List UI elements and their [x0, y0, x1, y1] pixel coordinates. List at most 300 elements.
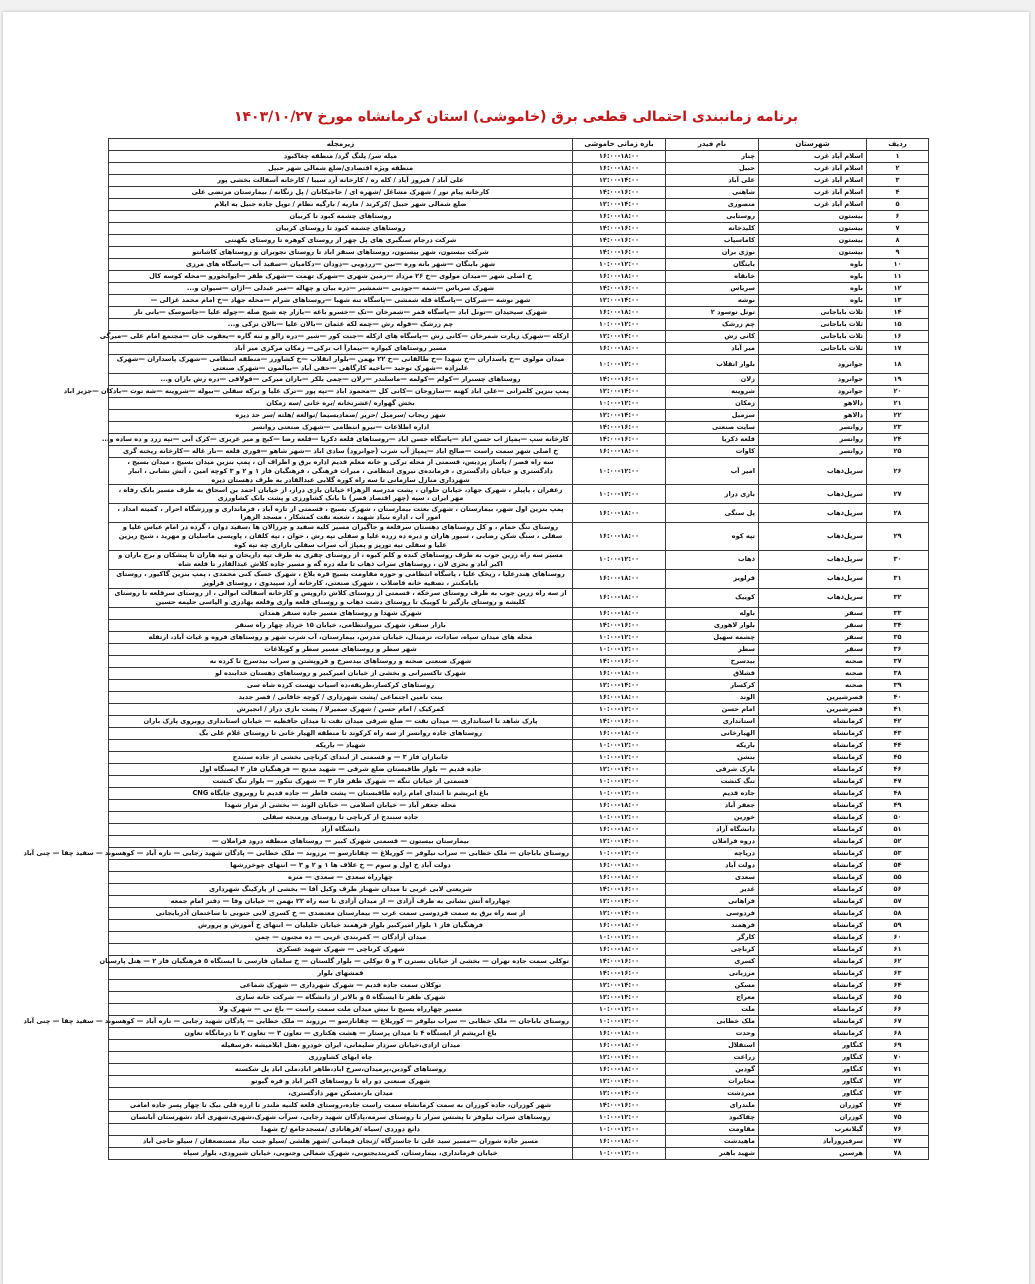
area-cell: شهرک صنعتی صحنه و روستاهای بیدسرخ و فروپشتن و سراب بیدسرخ تا کرده نه: [109, 655, 573, 667]
city-cell: کرمانشاه: [759, 847, 867, 859]
table-row: [109, 1147, 929, 1159]
row-number-cell: ۳۸: [867, 667, 929, 679]
feeder-cell: چشمه سهیل: [666, 631, 759, 643]
row-number-cell: ۵۴: [867, 859, 929, 871]
time-window-cell: ۱۰:۰۰-۱۲:۰۰: [573, 739, 666, 751]
city-cell: بیستون: [759, 235, 867, 247]
table-row: [109, 919, 929, 931]
feeder-cell: تپه کوه: [666, 523, 759, 550]
city-cell: کرمانشاه: [759, 775, 867, 787]
time-window-cell: ۱۶:۰۰-۱۸:۰۰: [573, 1063, 666, 1075]
area-cell: روستای تنگ حمام ، و کل روستاهای دهستان سرقلعه و جاگیران مسیر کلیه سفید و چرزالان ها ،سفید دوان ، گرده در امام عباس علیا و سفلی ، سنگ شکن رضایی ، سیور هاران و دیره ده زرده علیا و سفلی تپه رش ، حوان ، تپه کلفان ، پاویسی ماسلیان و مهرید ، شیخ ریزین علیا و سفلی تپه تورپز و پمپاژ آب سراب سفلی بازاری چه تپه کوه: [109, 523, 573, 550]
feeder-cell: سایت صنعتی: [666, 422, 759, 434]
table-row: [109, 1099, 929, 1111]
area-cell: بخش گهواره /عشرتخانه /بره خانی /سه زمکان: [109, 398, 573, 410]
area-cell: دانشگاه آزاد: [109, 823, 573, 835]
feeder-cell: خورین: [666, 811, 759, 823]
table-row: [109, 422, 929, 434]
feeder-cell: کوییک: [666, 588, 759, 607]
outage-schedule-table: [23, 138, 929, 1160]
feeder-cell: قرلویز: [666, 569, 759, 588]
table-row: [109, 247, 929, 259]
table-row: [109, 319, 929, 331]
time-window-cell: ۱۶:۰۰-۱۸:۰۰: [573, 919, 666, 931]
feeder-cell: جعفر آباد: [666, 799, 759, 811]
time-window-cell: ۱۴:۰۰-۱۶:۰۰: [573, 374, 666, 386]
city-cell: کرمانشاه: [759, 787, 867, 799]
table-row: [109, 175, 929, 187]
time-window-cell: ۱۶:۰۰-۱۸:۰۰: [573, 307, 666, 319]
area-cell: شرکت بیستون، شهر بیستون، روستاهای سنقر اباد تا روستای نجوبران و روستاهای کاشانتو: [109, 247, 573, 259]
row-number-cell: ۶۸: [867, 1027, 929, 1039]
row-number-cell: ۴۰: [867, 691, 929, 703]
time-window-cell: ۱۴:۰۰-۱۶:۰۰: [573, 955, 666, 967]
time-window-cell: ۱۶:۰۰-۱۸:۰۰: [573, 569, 666, 588]
feeder-cell: خانقاه: [666, 271, 759, 283]
table-row: [109, 607, 929, 619]
time-window-cell: ۱۶:۰۰-۱۸:۰۰: [573, 1039, 666, 1051]
row-number-cell: ۶۷: [867, 1015, 929, 1027]
row-number-cell: ۲۰: [867, 386, 929, 398]
time-window-cell: ۱۲:۰۰-۱۴:۰۰: [573, 410, 666, 422]
table-row: [109, 895, 929, 907]
feeder-cell: کلیدخانه: [666, 223, 759, 235]
row-number-cell: ۷۳: [867, 1087, 929, 1099]
area-cell: از سه راه زرین جوب به طرف روستای سرخکه ، قسمتی از روستای کلاش داروپس و کارخانه آسفالت ابوالی ، از روستای سرقلعه تا روستای کلیشه و روستای بازگیر تا کوییک تا روستای دشت ذهاب و روستای قلعه وازی وقلعه بهادری و الیاسی حلیمه حسین: [109, 588, 573, 607]
area-cell: خ اصلی شهر سمت راست —صالح اباد —پمپاژ آب شرب (جوانرود) سادی اباد —شهر شاهو —قوری قلعه —نار غاله —کارخانه ریخته گری: [109, 446, 573, 458]
time-window-cell: ۱۰:۰۰-۱۲:۰۰: [573, 847, 666, 859]
city-cell: سرپل‌ذهاب: [759, 569, 867, 588]
table-row: [109, 1063, 929, 1075]
row-number-cell: ۴۱: [867, 703, 929, 715]
city-cell: سنقر: [759, 643, 867, 655]
feeder-cell: کارگر: [666, 931, 759, 943]
feeder-cell: پارک شرقی: [666, 763, 759, 775]
feeder-cell: مرزبانی: [666, 967, 759, 979]
feeder-cell: بنشن: [666, 751, 759, 763]
city-cell: سنقر: [759, 607, 867, 619]
time-window-cell: ۱۴:۰۰-۱۶:۰۰: [573, 187, 666, 199]
time-window-cell: ۱۰:۰۰-۱۲:۰۰: [573, 485, 666, 504]
city-cell: دالاهو: [759, 410, 867, 422]
table-row: [109, 751, 929, 763]
row-number-cell: ۷۶: [867, 1123, 929, 1135]
area-cell: توکلان سمت جاده قدیم — شهرک شهرداری — شهرک شماعی: [109, 979, 573, 991]
area-cell: جانبازان فاز ۳ — و قسمتی از ابتدای کرناچی بخشی از جاده سنندج: [109, 751, 573, 763]
time-window-cell: ۱۲:۰۰-۱۴:۰۰: [573, 199, 666, 211]
time-window-cell: ۱۲:۰۰-۱۴:۰۰: [573, 1075, 666, 1087]
time-window-cell: ۱۰:۰۰-۱۲:۰۰: [573, 787, 666, 799]
header-feeder: نام فیدر: [666, 139, 759, 151]
row-number-cell: ۱: [867, 151, 929, 163]
row-number-cell: ۱۸: [867, 355, 929, 374]
row-number-cell: ۳۳: [867, 607, 929, 619]
time-window-cell: ۱۴:۰۰-۱۶:۰۰: [573, 619, 666, 631]
area-cell: روستاهای چشمه کبود تا روستای کربیان: [109, 223, 573, 235]
city-cell: کرمانشاه: [759, 931, 867, 943]
time-window-cell: ۱۰:۰۰-۱۲:۰۰: [573, 458, 666, 485]
feeder-cell: زراعت: [666, 1051, 759, 1063]
city-cell: کرمانشاه: [759, 715, 867, 727]
table-row: [109, 679, 929, 691]
feeder-cell: گودین: [666, 1063, 759, 1075]
feeder-cell: زمکان: [666, 398, 759, 410]
area-cell: خیابان فرمانداری، بیمارستان، کمربندیجنوبی، شهرک شمالی وجنوبی، خیابان شیرودی، بلوار سپاه: [109, 1147, 573, 1159]
city-cell: سرپل‌ذهاب: [759, 550, 867, 569]
time-window-cell: ۱۶:۰۰-۱۸:۰۰: [573, 504, 666, 523]
table-row: [109, 485, 929, 504]
area-cell: سه راه قصر / پاساژ پردیس، قسمتی از محله ترکی و خانه معلم قدیم اداره برق و اطراف آن ، پمپ بنزین میدان بسیج ، میدان بسیج ، دادگستری و خیابان دادگستری ، فرمانده‌ی نیروی انتظامی ، میراث فرهنگی ، فرهنگیان فاز ۱ و ۲ و ۳ کوچه امین ، آتش نشانی ، انبار شهرداری منازل سازمانی تا سه راه کوره گلابی عبدالقادر به طرف دهستان دیره: [109, 458, 573, 485]
city-cell: کرمانشاه: [759, 799, 867, 811]
area-cell: شریعتی لابی غربی تا میدان شهناز طرف وکیل آقا — بخشی از پارکینگ شهرداری: [109, 883, 573, 895]
table-row: [109, 331, 929, 343]
feeder-cell: میر آباد: [666, 343, 759, 355]
area-cell: قسمتی از خیابان تنگه — شهرک ظفر فاز ۳ — شهرک تنکور — بلوار تنگ کنشت: [109, 775, 573, 787]
time-window-cell: ۱۶:۰۰-۱۸:۰۰: [573, 151, 666, 163]
area-cell: روستای باباجان — ملک خطابی — سراب نیلوفر — کوریلاغ — چقانارسو — برزوند — ملک خطابی — پادگان شهید رجایی — تازه آباد — کوهسوند — سفید چقا — چنی آباد: [109, 1015, 573, 1027]
feeder-cell: دانشگاه آزاد: [666, 823, 759, 835]
row-number-cell: ۳: [867, 175, 929, 187]
time-window-cell: ۱۰:۰۰-۱۲:۰۰: [573, 259, 666, 271]
table-row: [109, 655, 929, 667]
feeder-cell: استانداری: [666, 715, 759, 727]
row-number-cell: ۳۵: [867, 631, 929, 643]
row-number-cell: ۳۱: [867, 569, 929, 588]
row-number-cell: ۳۷: [867, 655, 929, 667]
row-number-cell: ۲۷: [867, 485, 929, 504]
area-cell: شهرک ظفر تا ایستگاه ۵ و بالاتر از دانشگاه — شرکت خانه سازی: [109, 991, 573, 1003]
row-number-cell: ۵۷: [867, 895, 929, 907]
city-cell: اسلام آباد غرب: [759, 175, 867, 187]
row-number-cell: ۷۰: [867, 1051, 929, 1063]
time-window-cell: ۱۰:۰۰-۱۲:۰۰: [573, 398, 666, 410]
table-row: [109, 715, 929, 727]
city-cell: سنقر: [759, 631, 867, 643]
feeder-cell: قشلاق: [666, 667, 759, 679]
city-cell: کرمانشاه: [759, 1027, 867, 1039]
city-cell: قصرشیرین: [759, 703, 867, 715]
area-cell: روستاهای جاده روانسر از سه راه کرکوند تا منطقه الهیار خانی تا روستای غلام علی بگ: [109, 727, 573, 739]
feeder-cell: امام حسن: [666, 703, 759, 715]
area-cell: میدان مولوی —خ پاسداران —خ شهدا —خ طالقانی —خ ۲۲ بهمن —بلوار انقلاب —خ کشاورز —منطقه انتظامی —شهرک پاسداران —شهرک علیزاده —شهرک توحید —ناحیه کارگاهی —حقی آباد —بیالمون —شهرک صنعتی: [109, 355, 573, 374]
row-number-cell: ۷۵: [867, 1111, 929, 1123]
area-cell: مسیر سه راه زرین جوب به طرف روستاهای کنده و کلم کبوه ، از روستای چقری به طرف تپه داریخان و تپه هاران تا پیشکان و برج باران و اکبر آباد و بحری لان ، روستاهای سراب ذهاب تا مله دره گه و مسیر جاده کلاش عبدالقادر تا قلعه شاه: [109, 550, 573, 569]
city-cell: کرمانشاه: [759, 1003, 867, 1015]
city-cell: کرمانشاه: [759, 895, 867, 907]
time-window-cell: ۱۴:۰۰-۱۶:۰۰: [573, 655, 666, 667]
area-cell: روستای باباجان — ملک خطابی — سراب نیلوفر — کوریلاغ — چقانارسو — برزوند — ملک خطابی — پادگان شهید رجایی — تازه آباد — کوهسوند — سفید چقا — چنی آباد: [109, 847, 573, 859]
row-number-cell: ۵۸: [867, 907, 929, 919]
time-window-cell: ۱۶:۰۰-۱۸:۰۰: [573, 1135, 666, 1147]
table-row: [109, 199, 929, 211]
area-cell: ضلع شمالی شهر حبیل /کرکرند / مازیه / بارگیه نظام / توپل جاده حبیل به ایلام: [109, 199, 573, 211]
feeder-cell: الوند: [666, 691, 759, 703]
feeder-cell: شاهنی: [666, 187, 759, 199]
table-row: [109, 727, 929, 739]
row-number-cell: ۴۸: [867, 787, 929, 799]
feeder-cell: شهید باهنر: [666, 1147, 759, 1159]
area-cell: روستاهای کرکسار،طریقه،ده اسیاب تهست کرده شاه سی: [109, 679, 573, 691]
feeder-cell: روستایی: [666, 211, 759, 223]
feeder-cell: علی آباد: [666, 175, 759, 187]
city-cell: صحنه: [759, 667, 867, 679]
city-cell: بیستون: [759, 211, 867, 223]
area-cell: میدان ازادی،خیابان سردار سلیمانی، ایران خودرو ،هتل ایلامیشه ،فرسفیله: [109, 1039, 573, 1051]
feeder-cell: ملت: [666, 1003, 759, 1015]
city-cell: اسلام آباد غرب: [759, 199, 867, 211]
feeder-cell: وحدت: [666, 1027, 759, 1039]
city-cell: بیستون: [759, 247, 867, 259]
feeder-cell: استقلال: [666, 1039, 759, 1051]
city-cell: کرمانشاه: [759, 883, 867, 895]
area-cell: قمشهای بلوار: [109, 967, 573, 979]
area-cell: توکلی سمت جاده تهران — بخشی از خیابان نسترن ۳ و ۵ توکلی — بلوار گلستان — خ سلمان فارسی تا ایستگاه ۵ فرهنگیان فاز ۲ — هتل پارسیان: [109, 955, 573, 967]
time-window-cell: ۱۰:۰۰-۱۲:۰۰: [573, 703, 666, 715]
table-row: [109, 550, 929, 569]
table-row: [109, 523, 929, 550]
area-cell: منطقه ویژه اقتصادی/ضلع شمالی شهر حبیل: [109, 163, 573, 175]
city-cell: کرمانشاه: [759, 739, 867, 751]
city-cell: صحنه: [759, 679, 867, 691]
row-number-cell: ۲: [867, 163, 929, 175]
feeder-cell: مقاومت: [666, 1123, 759, 1135]
feeder-cell: ذهاب: [666, 550, 759, 569]
time-window-cell: ۱۴:۰۰-۱۶:۰۰: [573, 235, 666, 247]
time-window-cell: ۱۶:۰۰-۱۸:۰۰: [573, 859, 666, 871]
feeder-cell: بازی دراز: [666, 485, 759, 504]
city-cell: باوه: [759, 259, 867, 271]
time-window-cell: ۱۶:۰۰-۱۸:۰۰: [573, 607, 666, 619]
city-cell: گیلانغرب: [759, 1123, 867, 1135]
area-cell: کارخانه سپ —پمپاژ اب حسن اباد —پاسگاه حسن اباد —روستاهای قلعه ذکریا —قلعه رضا —کیج و میر عزیزی —کرک آبی —تپه زرد و ده ساده و...: [109, 434, 573, 446]
feeder-cell: فرهمند: [666, 919, 759, 931]
time-window-cell: ۱۶:۰۰-۱۸:۰۰: [573, 943, 666, 955]
header-city: شهرستان: [759, 139, 867, 151]
row-number-cell: ۶۳: [867, 967, 929, 979]
table-row: [109, 410, 929, 422]
city-cell: بیستون: [759, 223, 867, 235]
table-row: [109, 1087, 929, 1099]
city-cell: کنگاور: [759, 1063, 867, 1075]
row-number-cell: ۶۰: [867, 931, 929, 943]
table-row: [109, 631, 929, 643]
time-window-cell: ۱۴:۰۰-۱۶:۰۰: [573, 883, 666, 895]
table-row: [109, 1111, 929, 1123]
row-number-cell: ۱۲: [867, 283, 929, 295]
page-title: برنامه زمانبندی احتمالی قطعی برق (خاموشی) استان کرمانشاه مورخ ۱۴۰۳/۱۰/۲۷: [233, 109, 799, 125]
time-window-cell: ۱۰:۰۰-۱۲:۰۰: [573, 1015, 666, 1027]
area-cell: کمرکیک / امام حسن / شهرک سمیرلا / پشت بازی دراز / انجیرش: [109, 703, 573, 715]
city-cell: کرمانشاه: [759, 859, 867, 871]
row-number-cell: ۷۴: [867, 1099, 929, 1111]
city-cell: کرمانشاه: [759, 1015, 867, 1027]
table-row: [109, 811, 929, 823]
feeder-cell: کسری: [666, 955, 759, 967]
row-number-cell: ۶۹: [867, 1039, 929, 1051]
row-number-cell: ۴۶: [867, 763, 929, 775]
table-row: [109, 271, 929, 283]
area-cell: جاده قدیم — بلوار طاقبستان ضلع شرقی — شهید مدنج — فرهنگیان فاز ۲ ایستگاه اول: [109, 763, 573, 775]
area-cell: روستاهای سراب نیلوفر تا پشتس سرار تا روستای سرمه،پادگان شهید رجایی، سرآب شهرک،شهری،شهری آباد ،شهرستان آبانسان: [109, 1111, 573, 1123]
city-cell: کرمانشاه: [759, 763, 867, 775]
city-cell: ثلاث باباجانی: [759, 343, 867, 355]
row-number-cell: ۲۸: [867, 504, 929, 523]
feeder-cell: شروینه: [666, 386, 759, 398]
area-cell: ازکله —شهرک زیارت شمرخان —کانی زش —پاسگاه های ازکله —جنت کور —شیر —دره زالو و تنه گاره —یعقوب خان —مجتمع امام علی —میرگی: [109, 331, 573, 343]
row-number-cell: ۵۵: [867, 871, 929, 883]
time-window-cell: ۱۴:۰۰-۱۶:۰۰: [573, 422, 666, 434]
city-cell: ثلاث باباجانی: [759, 331, 867, 343]
city-cell: قصرشیرین: [759, 691, 867, 703]
row-number-cell: ۹: [867, 247, 929, 259]
row-number-cell: ۴۹: [867, 799, 929, 811]
row-number-cell: ۱۷: [867, 343, 929, 355]
table-row: [109, 943, 929, 955]
table-row: [109, 398, 929, 410]
table-row: [109, 979, 929, 991]
city-cell: جوانرود: [759, 374, 867, 386]
feeder-cell: غدیر: [666, 883, 759, 895]
time-window-cell: ۱۴:۰۰-۱۶:۰۰: [573, 715, 666, 727]
city-cell: کرمانشاه: [759, 835, 867, 847]
table-row: [109, 259, 929, 271]
row-number-cell: ۱۹: [867, 374, 929, 386]
area-cell: زعفران ، پاپیلر ، شهرک جهاد، خیابان حلوان ، پشت مدرسه الزهراء خیابان بازی دراز، از خیابان احمد بن اسحاق به طرف مسیر بانک رفاه ، مهر ایران ، سپه (چهر اقتصاد قصر) تا بانک کشاورزی و پشت بانک کشاورزی: [109, 485, 573, 504]
feeder-cell: بلوار لاهوری: [666, 619, 759, 631]
city-cell: کرمانشاه: [759, 943, 867, 955]
time-window-cell: ۱۲:۰۰-۱۴:۰۰: [573, 295, 666, 307]
time-window-cell: ۱۶:۰۰-۱۸:۰۰: [573, 823, 666, 835]
table-row: [109, 295, 929, 307]
table-row: [109, 847, 929, 859]
area-cell: مسیر جاده شوران —مسیر سید علی تا جاسترگاه /زنجان قیمانی /شهر هلشی /سیلو جنب نیاد مستضعفان / سیلو حاجی آباد: [109, 1135, 573, 1147]
table-header: [109, 139, 929, 151]
row-number-cell: ۵۲: [867, 835, 929, 847]
document-page: [3, 12, 1029, 1284]
row-number-cell: ۷۸: [867, 1147, 929, 1159]
table-row: [109, 446, 929, 458]
table-row: [109, 1135, 929, 1147]
row-number-cell: ۱۶: [867, 331, 929, 343]
feeder-cell: میردشت: [666, 1087, 759, 1099]
row-number-cell: ۲۲: [867, 410, 929, 422]
table-row: [109, 823, 929, 835]
row-number-cell: ۵۰: [867, 811, 929, 823]
time-window-cell: ۱۶:۰۰-۱۸:۰۰: [573, 211, 666, 223]
row-number-cell: ۱۴: [867, 307, 929, 319]
table-row: [109, 1015, 929, 1027]
area-cell: شهرک سرباس —شمه —جودیی —شمشیر —دره بیان و چهاله —میر عبدلی —اژان —سیوان و...: [109, 283, 573, 295]
city-cell: اسلام آباد غرب: [759, 151, 867, 163]
feeder-cell: سعدی: [666, 871, 759, 883]
area-cell: میله سر/ پلنگ گرد/ منطقه چغاکبود: [109, 151, 573, 163]
row-number-cell: ۱۵: [867, 319, 929, 331]
feeder-cell: معراج: [666, 991, 759, 1003]
table-row: [109, 763, 929, 775]
time-window-cell: ۱۴:۰۰-۱۶:۰۰: [573, 247, 666, 259]
area-cell: جاده سنندج از کرناچی تا روستای ورمنجه سفلی: [109, 811, 573, 823]
area-cell: شهرک شهدا و روستاهای مسیر جاده سنقر همدان: [109, 607, 573, 619]
feeder-cell: سرباس: [666, 283, 759, 295]
feeder-cell: بلوار انقلاب: [666, 355, 759, 374]
row-number-cell: ۶۱: [867, 943, 929, 955]
table-row: [109, 163, 929, 175]
table-row: [109, 907, 929, 919]
table-row: [109, 1039, 929, 1051]
table-row: [109, 235, 929, 247]
time-window-cell: ۱۲:۰۰-۱۴:۰۰: [573, 763, 666, 775]
feeder-cell: کانی زش: [666, 331, 759, 343]
area-cell: خ اصلی شهر —میدان مولوی —خ ۲۶ مرداد —زمین شهری —شهرک تهمت —شهرک ظفر —ایوانخورو —محله کوسه کال: [109, 271, 573, 283]
row-number-cell: ۲۶: [867, 458, 929, 485]
feeder-cell: سطر: [666, 643, 759, 655]
area-cell: محله جعفر آباد — خیابان اسلامی — خیابان الوند — بخشی از مزار شهدا: [109, 799, 573, 811]
city-cell: کرمانشاه: [759, 871, 867, 883]
table-row: [109, 991, 929, 1003]
city-cell: سرپل‌ذهاب: [759, 504, 867, 523]
area-cell: روستاهای گودین،پرمیدان،سرخ اباد،طاهر اباد،ملی اباد پل شکسته: [109, 1063, 573, 1075]
table-row: [109, 458, 929, 485]
feeder-cell: باوله: [666, 607, 759, 619]
time-window-cell: ۱۰:۰۰-۱۲:۰۰: [573, 1003, 666, 1015]
header-area: زیرمجله: [109, 139, 573, 151]
area-cell: میدان بار،مسکن مهر دادگستری،: [109, 1087, 573, 1099]
city-cell: کوزران: [759, 1099, 867, 1111]
table-row: [109, 434, 929, 446]
row-number-cell: ۷۱: [867, 1063, 929, 1075]
time-window-cell: ۱۲:۰۰-۱۴:۰۰: [573, 386, 666, 398]
city-cell: کرمانشاه: [759, 811, 867, 823]
row-number-cell: ۷۷: [867, 1135, 929, 1147]
table-row: [109, 739, 929, 751]
city-cell: کنگاور: [759, 1075, 867, 1087]
time-window-cell: ۱۲:۰۰-۱۴:۰۰: [573, 1051, 666, 1063]
table-row: [109, 883, 929, 895]
table-row: [109, 835, 929, 847]
time-window-cell: ۱۴:۰۰-۱۶:۰۰: [573, 967, 666, 979]
table-row: [109, 955, 929, 967]
city-cell: کرمانشاه: [759, 979, 867, 991]
area-cell: باغ ابریشم از ایستگاه ۴ تا میدان پرستار — هشت هکتاری — تعاون ۳ — تعاون ۲ تا درمانگاه تعاون: [109, 1027, 573, 1039]
header-time-window: بازه زمانی خاموشی: [573, 139, 666, 151]
table-row: [109, 1123, 929, 1135]
feeder-cell: دریاچه: [666, 847, 759, 859]
area-cell: چهارراه سعدی — سعدی — منزه: [109, 871, 573, 883]
row-number-cell: ۲۱: [867, 398, 929, 410]
row-number-cell: ۴۲: [867, 715, 929, 727]
row-number-cell: ۴۵: [867, 751, 929, 763]
time-window-cell: ۱۰:۰۰-۱۲:۰۰: [573, 631, 666, 643]
city-cell: اسلام آباد غرب: [759, 163, 867, 175]
feeder-cell: منصوری: [666, 199, 759, 211]
area-cell: شهر نوشه —شرکان —پاسگاه قله شمشی —پاسگاه تنه شهبا —روستاهای شرام —محله جهاد —خ امام محمد غزالی —: [109, 295, 573, 307]
time-window-cell: ۱۶:۰۰-۱۸:۰۰: [573, 1027, 666, 1039]
city-cell: سرپل‌ذهاب: [759, 485, 867, 504]
area-cell: چاه ابهای کشاورزی: [109, 1051, 573, 1063]
city-cell: ثلاث باباجانی: [759, 307, 867, 319]
time-window-cell: ۱۲:۰۰-۱۴:۰۰: [573, 979, 666, 991]
row-number-cell: ۴۷: [867, 775, 929, 787]
time-window-cell: ۱۶:۰۰-۱۸:۰۰: [573, 799, 666, 811]
feeder-cell: بابنگان: [666, 259, 759, 271]
table-row: [109, 588, 929, 607]
feeder-cell: امیر آب: [666, 458, 759, 485]
row-number-cell: ۵۳: [867, 847, 929, 859]
area-cell: روستاهای هندرعلیا ، ریخک علیا ، پاسگاه انتظامی و حوزه مقاومت بسیج قره بلاغ ، شهرک خسک کنی محمدی ، پمپ بنزین گاکیور ، روستای بابامکنتر ، تصفیه خانه فاضلاب ، شهرک صنعتی، کارخانه آرد سپیدوی ، روستای قرلویز: [109, 569, 573, 588]
city-cell: سرپل‌ذهاب: [759, 458, 867, 485]
table-row: [109, 374, 929, 386]
feeder-cell: نوژی بران: [666, 247, 759, 259]
